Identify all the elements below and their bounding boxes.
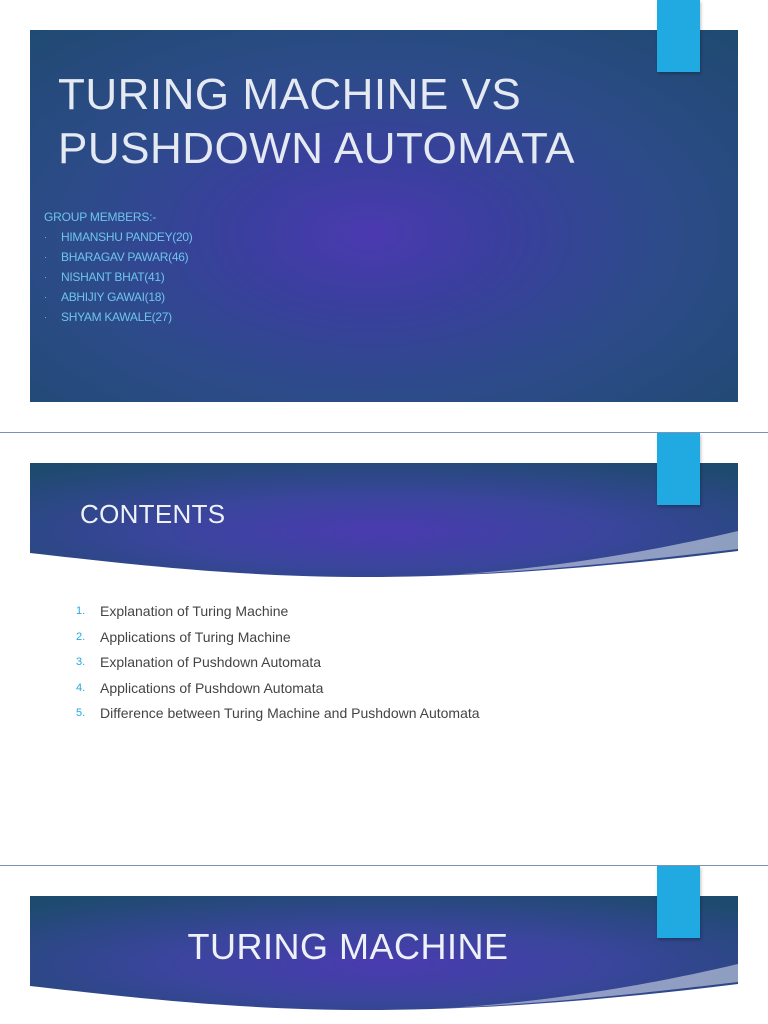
- bullet-icon: ·: [44, 232, 47, 242]
- members-list: [44, 227, 192, 327]
- bullet-icon: ·: [44, 272, 47, 282]
- accent-tab: [657, 0, 700, 72]
- accent-tab: [657, 866, 700, 938]
- member-item: · ABHIJIY GAWAI(18): [44, 287, 192, 307]
- bullet-icon: ·: [44, 312, 47, 322]
- list-item: 5. Difference between Turing Machine and Pushdown Automata: [76, 705, 480, 721]
- section-banner: [30, 896, 738, 1012]
- bullet-icon: ·: [44, 252, 47, 262]
- list-item: 4. Applications of Pushdown Automata: [76, 679, 324, 696]
- slide-turing-machine: [0, 866, 768, 1024]
- member-item: · BHARAGAV PAWAR(46): [44, 247, 192, 267]
- member-item: · NISHANT BHAT(41): [44, 267, 192, 287]
- title-line-2: PUSHDOWN AUTOMATA: [58, 124, 575, 173]
- list-item: 1. Explanation of Turing Machine: [76, 603, 289, 619]
- members-header: GROUP MEMBERS:-: [44, 210, 157, 224]
- contents-list: [76, 599, 480, 727]
- list-item: 3. Explanation of Pushdown Automata: [76, 654, 322, 670]
- title-line-1: TURING MACHINE VS: [58, 70, 522, 119]
- contents-banner: [30, 463, 738, 579]
- group-members: [44, 208, 192, 327]
- member-item: · HIMANSHU PANDEY(20): [44, 227, 192, 247]
- accent-tab: [657, 433, 700, 505]
- slide-title: [0, 0, 768, 432]
- list-item: 2. Applications of Turing Machine: [76, 628, 291, 645]
- bullet-icon: ·: [44, 292, 47, 302]
- slide-title-text: [58, 68, 678, 176]
- slide-contents: [0, 433, 768, 865]
- member-item: · SHYAM KAWALE(27): [44, 307, 192, 327]
- slide-title-text: CONTENTS: [80, 499, 226, 529]
- slide-title-text: TURING MACHINE: [187, 926, 509, 967]
